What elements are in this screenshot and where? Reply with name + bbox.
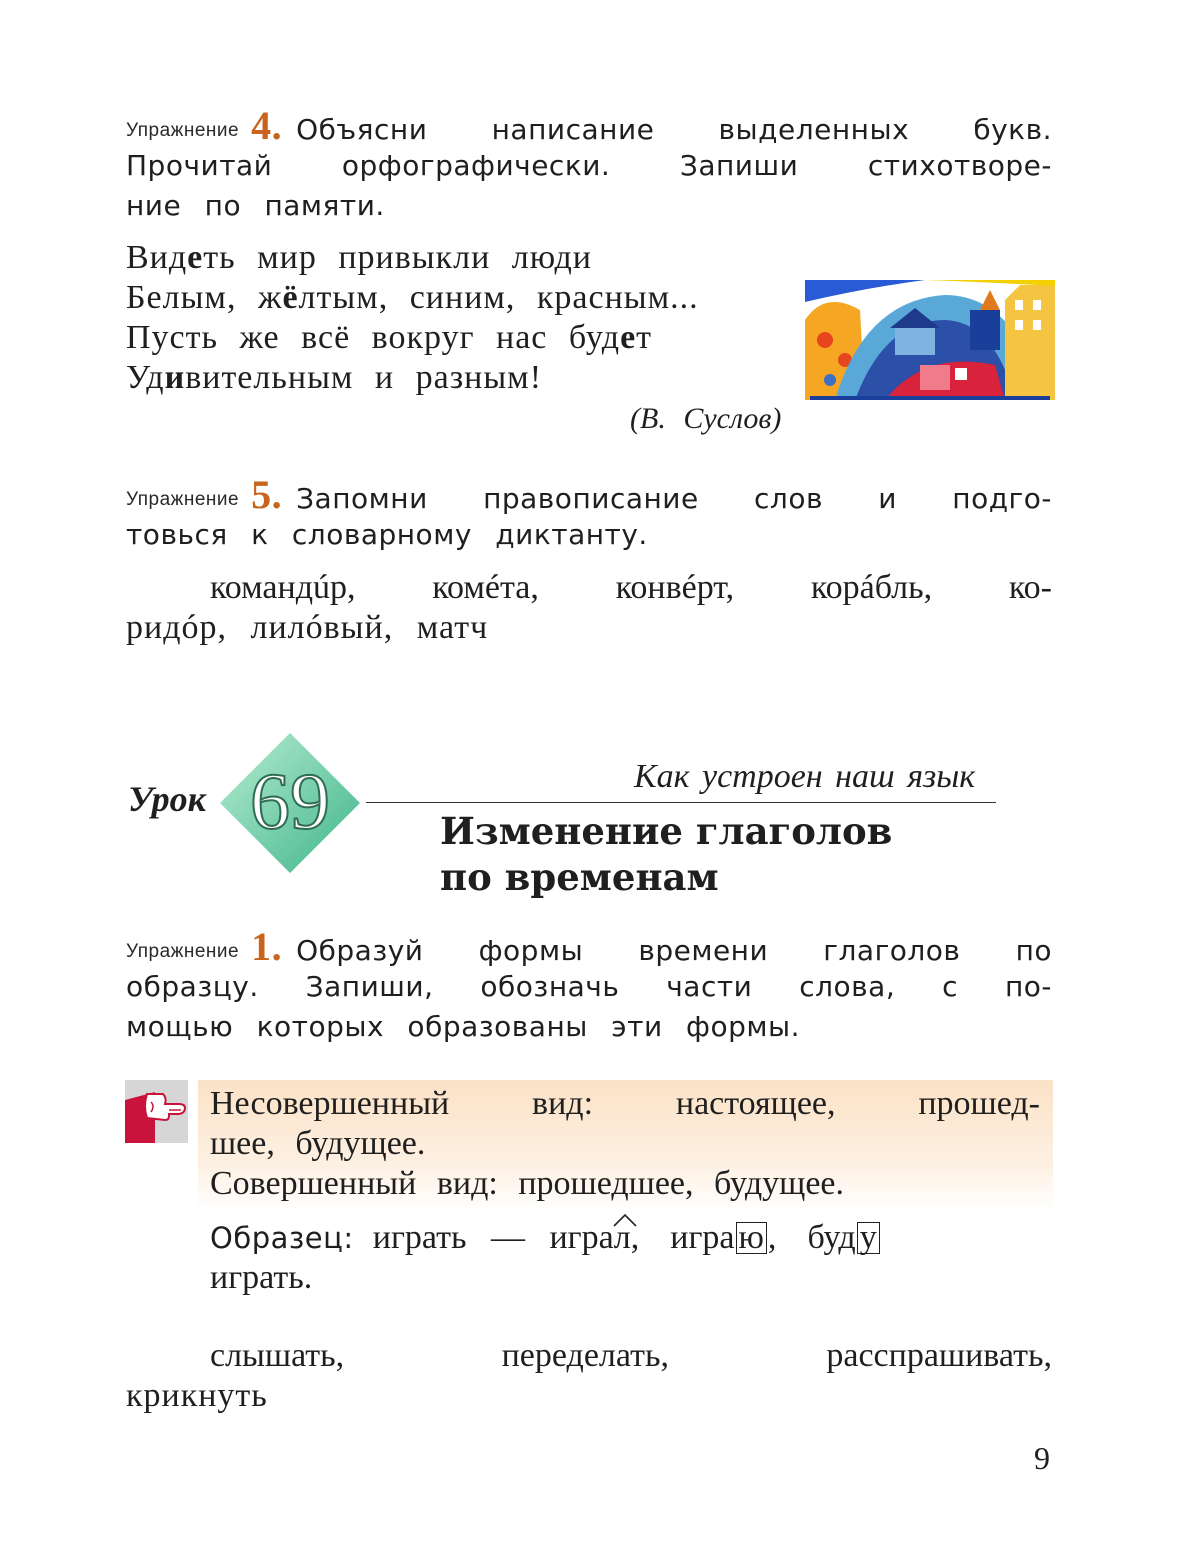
lesson-word: Урок bbox=[128, 779, 206, 819]
sample-form3: буд bbox=[807, 1219, 856, 1256]
sample-form2: игра bbox=[670, 1219, 735, 1256]
rule-line3: Совершенный вид: прошедшее, будущее. bbox=[210, 1165, 845, 1202]
ex4-label: Упражнение bbox=[126, 120, 240, 141]
ex4-heading bbox=[126, 103, 1052, 148]
poem-line-1: Видеть мир привыкли люди bbox=[126, 239, 592, 276]
lesson-title-line1: Изменение глаголов bbox=[440, 809, 893, 853]
sample-text: играть — игра bbox=[372, 1219, 614, 1256]
ex1-number: 1. bbox=[251, 924, 283, 969]
sample-line2: играть. bbox=[210, 1259, 313, 1296]
ex5-line2: товься к словарному диктанту. bbox=[126, 518, 648, 551]
ex1-label: Упражнение bbox=[126, 941, 240, 962]
suffix-mark bbox=[612, 1212, 638, 1228]
ex1-heading bbox=[126, 924, 1052, 969]
lesson-title-line2: по временам bbox=[440, 855, 719, 899]
ex1-line2: образцу. Запиши, обозначь части слова, с по- bbox=[126, 970, 1052, 1003]
poem-author: (В. Суслов) bbox=[630, 402, 782, 435]
poem-line-2: Белым, жёлтым, синим, красным... bbox=[126, 279, 699, 316]
ending-yu: ю bbox=[736, 1222, 767, 1254]
ending-u: у bbox=[857, 1222, 880, 1254]
task-words-line2: крикнуть bbox=[126, 1377, 268, 1414]
ex5-words-line1: командúр, комéта, конвéрт, корáбль, ко- bbox=[210, 569, 1052, 606]
lesson-number: 69 bbox=[250, 758, 330, 846]
sample-label: Образец: bbox=[210, 1221, 354, 1255]
ex5-label: Упражнение bbox=[126, 489, 240, 510]
sample-comma-2: , bbox=[767, 1219, 777, 1256]
pointing-hand-block bbox=[125, 1080, 188, 1143]
poem-line-4: Удивительным и разным! bbox=[126, 359, 543, 396]
ex5-number: 5. bbox=[251, 472, 283, 517]
lesson-subject: Как устроен наш язык bbox=[634, 758, 976, 795]
rule-line2: шее, будущее. bbox=[210, 1125, 426, 1162]
ex5-heading bbox=[126, 472, 1052, 517]
suffix-l: л bbox=[614, 1218, 631, 1258]
town-illustration bbox=[805, 280, 1055, 400]
ex4-line2: Прочитай орфографически. Запиши стихотворе- bbox=[126, 149, 1052, 182]
page-number: 9 bbox=[1034, 1440, 1050, 1476]
ex1-line1: Образуй формы времени глаголов по bbox=[296, 934, 1052, 967]
sample-line bbox=[210, 1218, 881, 1263]
ex4-line1: Объясни написание выделенных букв. bbox=[296, 113, 1052, 146]
poem-line-3: Пусть же всё вокруг нас будет bbox=[126, 319, 653, 356]
ex5-words-line2: ридóр, лилóвый, матч bbox=[126, 609, 489, 646]
ex5-line1: Запомни правописание слов и подго- bbox=[296, 482, 1052, 515]
ex4-line3: ние по памяти. bbox=[126, 189, 385, 222]
task-words-line1: слышать, переделать, расспрашивать, bbox=[210, 1337, 1052, 1374]
rule-line1: Несовершенный вид: настоящее, прошед- bbox=[210, 1085, 1040, 1122]
ex4-number: 4. bbox=[251, 103, 283, 148]
poem bbox=[126, 238, 699, 398]
ex1-line3: мощью которых образованы эти формы. bbox=[126, 1010, 801, 1043]
pointing-hand-icon bbox=[125, 1080, 188, 1143]
lesson-divider bbox=[366, 802, 996, 803]
sample-comma-1: , bbox=[630, 1219, 640, 1256]
